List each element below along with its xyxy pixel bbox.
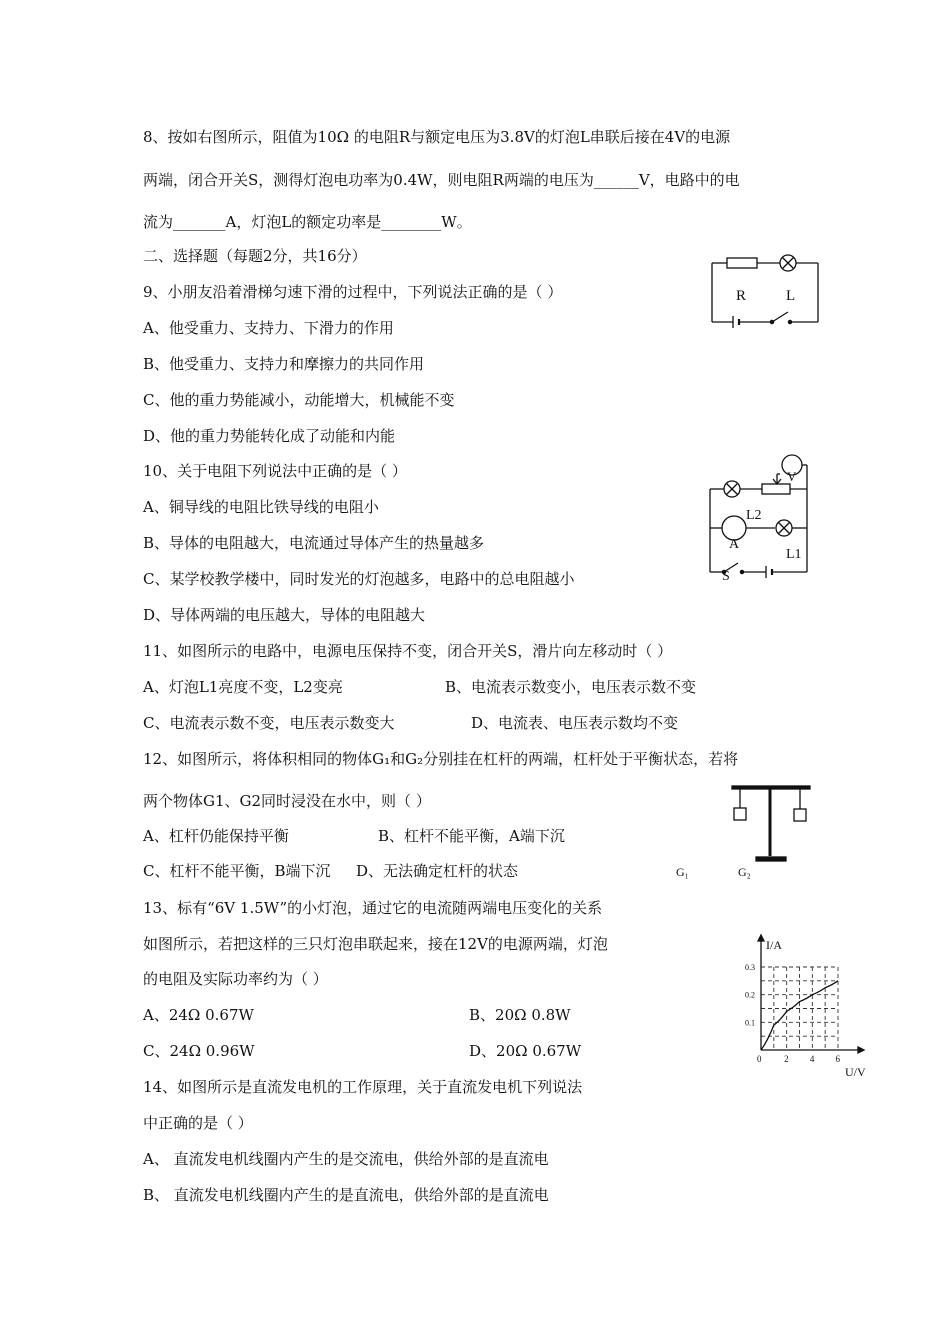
label-l: L	[786, 288, 796, 304]
label-v: V	[787, 469, 797, 484]
q13-option-d: D、20Ω 0.67W	[469, 1042, 582, 1060]
q10-option-a: A、铜导线的电阻比铁导线的电阻小	[143, 498, 379, 516]
q11-option-c: C、电流表示数不变，电压表示数变大	[143, 714, 395, 732]
q13-stem-line1: 13、标有“6V 1.5W”的小灯泡，通过它的电流随两端电压变化的关系	[143, 899, 603, 917]
q12-option-d: D、无法确定杠杆的状态	[356, 862, 519, 880]
q12-option-c: C、杠杆不能平衡，B端下沉	[143, 862, 331, 880]
q10-option-b: B、导体的电阻越大，电流通过导体产生的热量越多	[143, 534, 485, 552]
q11-stem: 11、如图所示的电路中，电源电压保持不变，闭合开关S，滑片向左移动时（ ）	[143, 642, 673, 660]
q11-option-b: B、电流表示数变小，电压表示数不变	[445, 678, 697, 696]
label-a: A	[729, 537, 740, 552]
label-g1: G₁	[676, 865, 689, 879]
weight-g1	[734, 808, 746, 820]
y-axis-label: I/A	[766, 938, 782, 952]
q10-option-d: D、导体两端的电压越大，导体的电阻越大	[143, 606, 426, 624]
q8-line3: 流为_______A，灯泡L的额定功率是________W。	[143, 213, 472, 231]
q12-option-a: A、杠杆仍能保持平衡	[143, 827, 289, 845]
q9-option-b: B、他受重力、支持力和摩擦力的共同作用	[143, 355, 425, 373]
q14-option-a: A、 直流发电机线圈内产生的是交流电，供给外部的是直流电	[143, 1150, 549, 1168]
switch-icon	[772, 312, 788, 322]
weight-g2	[794, 809, 806, 821]
q14-stem-line1: 14、如图所示是直流发电机的工作原理，关于直流发电机下列说法	[143, 1078, 583, 1096]
q8-line1: 8、按如右图所示，阻值为10Ω 的电阻R与额定电压为3.8V的灯泡L串联后接在4V的电源	[143, 128, 731, 146]
q14-stem-line2: 中正确的是（ ）	[143, 1114, 253, 1132]
chart-grid	[761, 967, 838, 1050]
q13-stem-line2: 如图所示，若把这样的三只灯泡串联起来，接在12V的电源两端，灯泡	[143, 935, 608, 953]
x-tick-label: 0	[757, 1054, 762, 1064]
q11-option-a: A、灯泡L1亮度不变，L2变亮	[143, 678, 343, 696]
rheostat-icon	[762, 484, 790, 494]
x-axis-arrow	[858, 1047, 864, 1053]
q14-option-b: B、 直流发电机线圈内产生的是直流电，供给外部的是直流电	[143, 1186, 549, 1204]
x-axis-label: U/V	[845, 1065, 866, 1079]
q10-stem: 10、关于电阻下列说法中正确的是（ ）	[143, 462, 407, 480]
x-tick-label: 2	[784, 1054, 789, 1064]
q13-option-c: C、24Ω 0.96W	[143, 1042, 255, 1060]
q12-option-b: B、杠杆不能平衡，A端下沉	[378, 827, 565, 845]
section-heading: 二、选择题（每题2分，共16分）	[143, 247, 367, 265]
lever-beam	[732, 786, 810, 789]
stand-base	[756, 857, 786, 861]
label-s: S	[722, 569, 730, 582]
label-l2: L2	[746, 508, 762, 523]
rheostat-circuit-figure	[700, 452, 818, 582]
iu-chart	[735, 925, 875, 1080]
q9-option-d: D、他的重力势能转化成了动能和内能	[143, 427, 396, 445]
y-tick-label: 0.1	[745, 1018, 755, 1028]
q13-option-b: B、20Ω 0.8W	[469, 1006, 571, 1024]
lever-figure	[670, 772, 820, 880]
resistor-icon	[727, 258, 757, 268]
q9-option-c: C、他的重力势能减小，动能增大，机械能不变	[143, 391, 455, 409]
label-l1: L1	[786, 547, 802, 562]
y-tick-label: 0.3	[745, 963, 755, 972]
x-tick-label: 4	[809, 1054, 815, 1064]
q11-option-d: D、电流表、电压表示数均不变	[471, 714, 679, 732]
q10-option-c: C、某学校教学楼中，同时发光的灯泡越多，电路中的总电阻越小	[143, 570, 575, 588]
y-axis-arrow	[758, 935, 764, 941]
q9-stem: 9、小朋友沿着滑梯匀速下滑的过程中，下列说法正确的是（ ）	[143, 283, 563, 301]
label-r: R	[736, 288, 747, 304]
q13-stem-line3: 的电阻及实际功率约为（ ）	[143, 970, 328, 988]
x-tick-label: 6	[835, 1054, 840, 1064]
y-tick-label: 0.2	[745, 990, 755, 1000]
label-g2: G₂	[738, 865, 751, 879]
q12-stem-line1: 12、如图所示，将体积相同的物体G₁和G₂分别挂在杠杆的两端，杠杆处于平衡状态，若将	[143, 750, 739, 768]
series-circuit-figure	[700, 248, 830, 332]
q13-option-a: A、24Ω 0.67W	[143, 1006, 254, 1024]
q8-line2: 两端，闭合开关S，测得灯泡电功率为0.4W，则电阻R两端的电压为______V，电路中的电	[143, 171, 740, 189]
q12-stem-line2: 两个物体G1、G2同时浸没在水中，则（ ）	[143, 792, 431, 810]
q9-option-a: A、他受重力、支持力、下滑力的作用	[143, 319, 394, 337]
